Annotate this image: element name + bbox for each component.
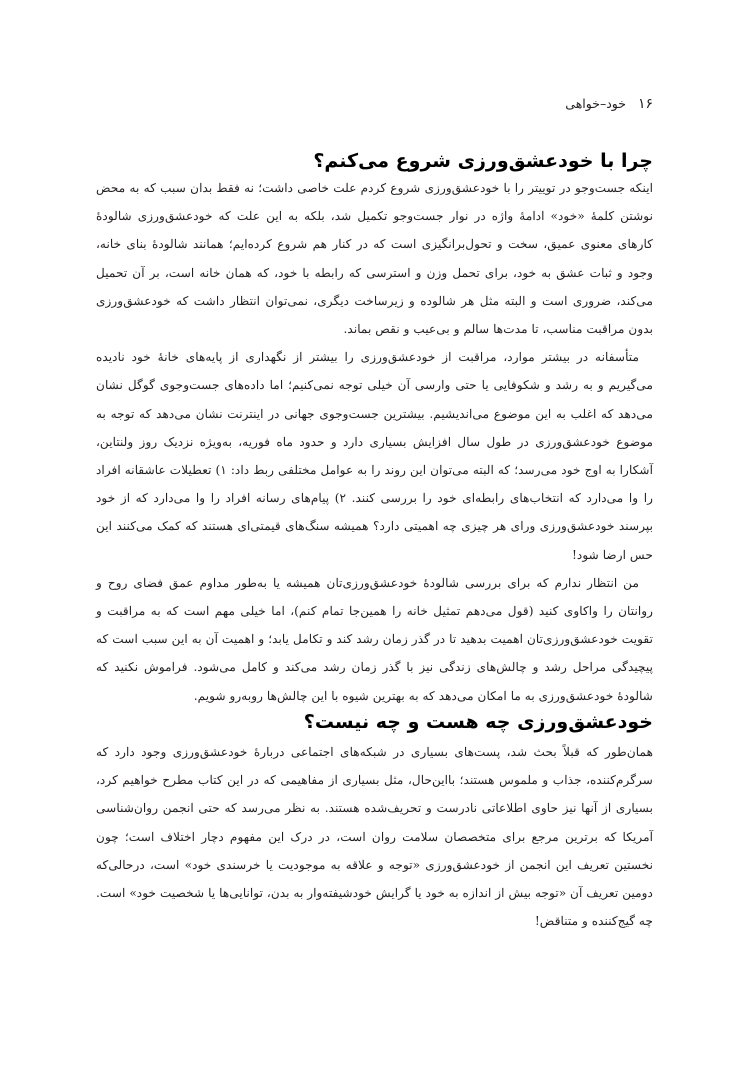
section-body (96, 174, 653, 710)
paragraph: اینکه جست‌وجو در توییتر را با خودعشق‌ورزی شروع کردم علت خاصی داشت؛ نه فقط بدان سبب که به محض نوشتن کلمهٔ «خود» ادامهٔ واژه در نوار جست‌وجو تکمیل شد، بلکه به این علت که خودعشق‌ورزی شالودهٔ کارهای معنوی عمیق، سخت و تحول‌برانگیزی است که در کنار هم شروع کرده‌ایم؛ همانند شالودهٔ بنای خانه، وجود و ثبات عشق به خود، برای تحمل وزن و استرسی که رابطه با خود، که همان خانه است، بر آن تحمیل می‌کند، ضروری است و البته مثل هر شالوده و زیرساخت دیگری، نمی‌توان انتظار داشت که خودعشق‌ورزی بدون مراقبت مناسب، تا مدت‌ها سالم و بی‌عیب و نقص بماند. (96, 181, 653, 337)
section-body (96, 738, 653, 935)
paragraph: متأسفانه در بیشتر موارد، مراقبت از خودعشق‌ورزی را بیشتر از نگهداری از پایه‌های خانهٔ خود نادیده می‌گیریم و به رشد و شکوفایی یا حتی وارسی آن خیلی توجه نمی‌کنیم؛ اما داده‌های جست‌وجوی گوگل نشان می‌دهد که اغلب به این موضوع می‌اندیشیم. بیشترین جست‌وجوی جهانی در اینترنت نشان می‌دهد که توجه به موضوع خودعشق‌ورزی در طول سال افزایش بسیاری دارد و حدود ماه فوریه، به‌ویژه نزدیک روز ولنتاین، آشکارا به اوج خود می‌رسد؛ که البته می‌توان این روند را به عوامل مختلفی ربط داد: ۱) تعطیلات عاشقانه افراد را وا می‌دارد که انتخاب‌های رابطه‌ای خود را بررسی کنند. ۲) پیام‌های رسانه افراد را وا می‌دارد که از خود بپرسند خودعشق‌ورزی ورای هر چیزی چه اهمیتی دارد؟ همیشه سنگ‌های قیمتی‌ای هستند که کمک می‌کنند این حس ارضا شود! (96, 350, 653, 562)
section-heading: خودعشق‌ورزی چه هست و چه نیست؟ (303, 711, 653, 733)
paragraph: همان‌طور که قبلاً بحث شد، پست‌های بسیاری در شبکه‌های اجتماعی دربارهٔ خودعشق‌ورزی وجود دارد که سرگرم‌کننده، جذاب و ملموس هستند؛ بااین‌حال، مثل بسیاری از مفاهیمی که در این کتاب مطرح خواهیم کرد، بسیاری از آنها نیز حاوی اطلاعاتی نادرست و تحریف‌شده هستند. به نظر می‌رسد که حتی انجمن روان‌شناسی آمریکا که برترین مرجع برای متخصصان سلامت روان است، در درک این مفهوم دچار اختلاف است؛ چون نخستین تعریف این انجمن از خودعشق‌ورزی «توجه و علاقه به موجودیت یا خرسندی خود» است، درحالی‌که دومین تعریف آن «توجه بیش از اندازه به خود یا گرایش خودشیفته‌وار به بدن، توانایی‌ها یا شخصیت خود» است. چه گیج‌کننده و متناقض! (96, 745, 653, 929)
section-heading: چرا با خودعشق‌ورزی شروع می‌کنم؟ (313, 150, 653, 172)
running-header (565, 94, 653, 114)
page-number: ۱۶ (637, 96, 653, 112)
paragraph: من انتظار ندارم که برای بررسی شالودهٔ خودعشق‌ورزی‌تان همیشه یا به‌طور مداوم عمق فضای روح و روانتان را واکاوی کنید (قول می‌دهم تمثیل خانه را همین‌جا تمام کنم)، اما خیلی مهم است که به مراقبت و تقویت خودعشق‌ورزی‌تان اهمیت بدهید تا در گذر زمان رشد کند و تکامل یابد؛ و اهمیت آن به این سبب است که پیچیدگی مراحل رشد و چالش‌های زندگی نیز با گذر زمان رشد می‌کند و کامل می‌شود. فراموش نکنید که شالودهٔ خودعشق‌ورزی به ما امکان می‌دهد که به بهترین شیوه با این چالش‌ها روبه‌رو شویم. (96, 575, 653, 703)
running-title: خود–خواهی (565, 96, 626, 111)
